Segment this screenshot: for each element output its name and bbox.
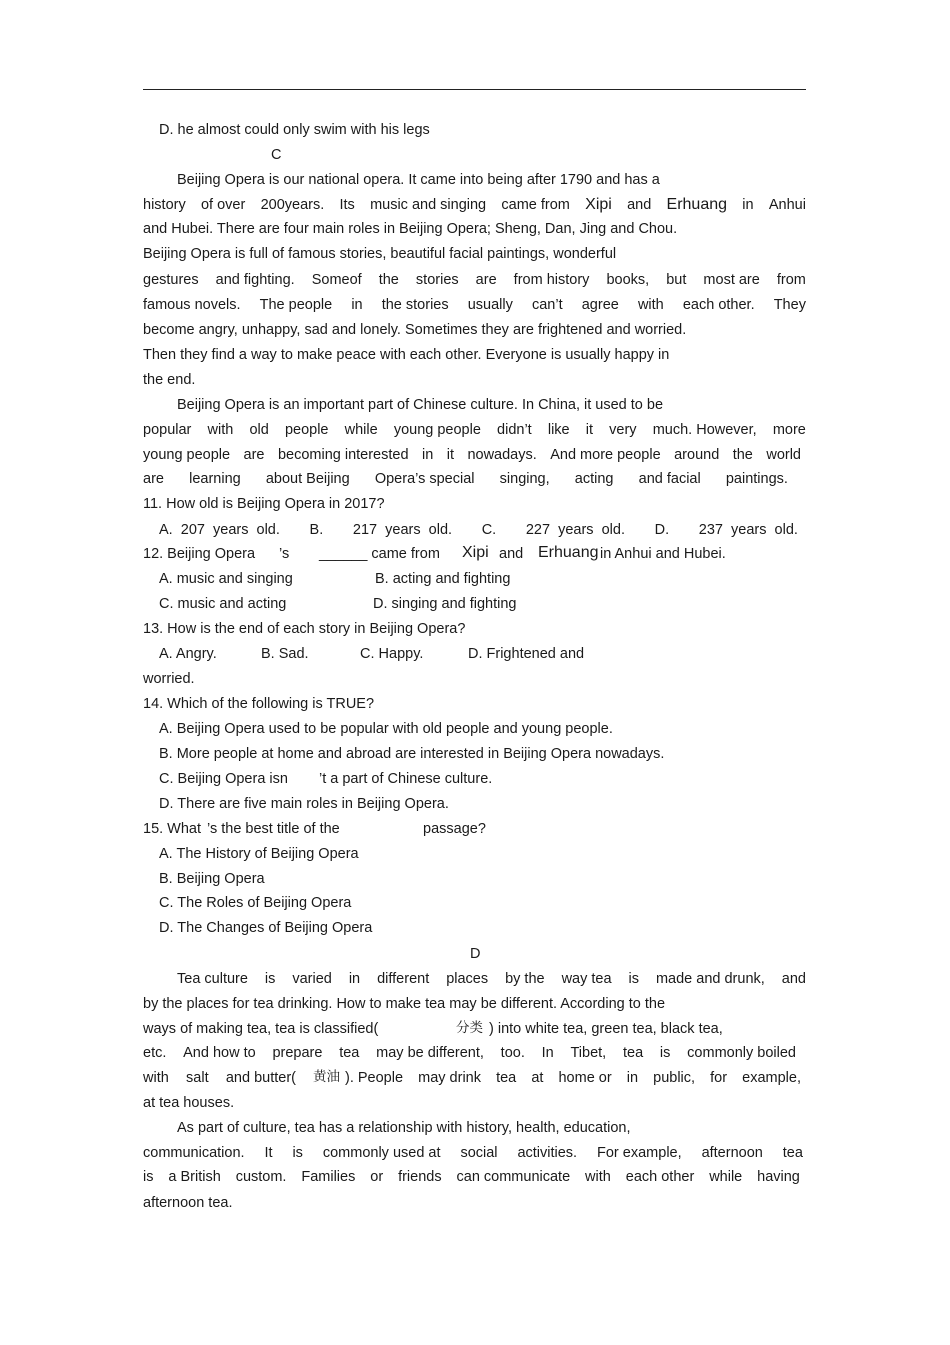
word: usually: [467, 297, 513, 313]
word: in: [421, 447, 434, 463]
word: came from: [501, 197, 570, 213]
word: it: [585, 422, 594, 438]
question-13-option-d: D. Frightened and: [468, 646, 585, 662]
word: and fighting.: [215, 272, 295, 288]
word: in: [351, 297, 363, 313]
c-p2-line2: [143, 271, 806, 289]
question-12-option-d: D. singing and fighting: [373, 596, 517, 612]
word: ). People: [345, 1070, 404, 1086]
question-12-part-d: in Anhui and Hubei.: [600, 546, 726, 562]
word: by the: [505, 971, 545, 987]
word-erhuang: Erhuang: [666, 196, 728, 213]
word: more: [772, 422, 806, 438]
word: 200years.: [260, 197, 325, 213]
word: while: [344, 422, 378, 438]
question-14-option-c-part2: ’t a part of Chinese culture.: [319, 771, 493, 787]
d-p1-line6: at tea houses.: [143, 1095, 235, 1111]
option: D.: [654, 522, 670, 538]
word: is: [292, 1145, 303, 1161]
word: singing,: [499, 471, 550, 487]
question-12-blank: ______ came from: [319, 546, 440, 562]
d-p1-line5-part2: [345, 1069, 801, 1087]
word: too.: [500, 1045, 525, 1061]
d-p1-line1: [177, 970, 806, 988]
question-12-part-b: ’s: [279, 546, 290, 562]
word: custom.: [235, 1169, 287, 1185]
word: at: [531, 1070, 544, 1086]
question-12-xipi: Xipi: [462, 544, 489, 561]
word: stories: [415, 272, 459, 288]
word: afternoon: [701, 1145, 763, 1161]
word: may be different,: [376, 1045, 484, 1061]
word: like: [547, 422, 570, 438]
c-p3-line3: [143, 446, 801, 464]
d-p1-line4: [143, 1044, 796, 1062]
word: And more people: [550, 447, 661, 463]
question-13-option-c: C. Happy.: [360, 646, 424, 662]
option: C.: [481, 522, 497, 538]
question-14-option-b: B. More people at home and abroad are interested in Beijing Opera nowadays.: [159, 746, 665, 762]
word: are: [243, 447, 265, 463]
word: may drink: [418, 1070, 481, 1086]
word: are: [475, 272, 497, 288]
word: Someof: [311, 272, 362, 288]
section-d-label: D: [470, 946, 481, 962]
option: B.: [309, 522, 324, 538]
word: nowadays.: [467, 447, 537, 463]
word: And how to: [183, 1045, 256, 1061]
word: home or: [558, 1070, 612, 1086]
word: is: [628, 971, 639, 987]
word: and butter(: [225, 1070, 296, 1086]
word: It: [264, 1145, 273, 1161]
word: prepare: [272, 1045, 323, 1061]
question-11-options: [159, 521, 798, 539]
question-12-and: and: [499, 546, 524, 562]
word: with: [143, 1070, 169, 1086]
word: paintings.: [725, 471, 788, 487]
c-p2-line1: Beijing Opera is full of famous stories, beautiful facial paintings, wonderful: [143, 246, 617, 262]
c-p2-line5: Then they find a way to make peace with each other. Everyone is usually happy in: [143, 347, 670, 363]
word: but: [666, 272, 687, 288]
word: Tibet,: [570, 1045, 607, 1061]
word: much. However,: [652, 422, 757, 438]
word: in: [626, 1070, 639, 1086]
question-11: 11. How old is Beijing Opera in 2017?: [143, 496, 385, 512]
word: public,: [653, 1070, 696, 1086]
word: from history: [513, 272, 590, 288]
question-13: 13. How is the end of each story in Beijing Opera?: [143, 621, 466, 637]
d-p2-line1: As part of culture, tea has a relationship with history, health, education,: [177, 1120, 631, 1136]
word: is: [659, 1045, 671, 1061]
section-c-label: C: [271, 147, 282, 163]
word: old: [249, 422, 269, 438]
word: Its: [339, 197, 355, 213]
word: about Beijing: [265, 471, 350, 487]
word: In: [541, 1045, 554, 1061]
word: can’t: [531, 297, 563, 313]
question-15-part1: 15. What: [143, 821, 202, 837]
word: in: [742, 197, 754, 213]
question-12-option-c: C. music and acting: [159, 596, 287, 612]
word: acting: [574, 471, 614, 487]
word: around: [674, 447, 720, 463]
word: friends: [398, 1169, 442, 1185]
word: having: [757, 1169, 800, 1185]
word: with: [585, 1169, 611, 1185]
word: communication.: [143, 1145, 245, 1161]
word: the: [732, 447, 753, 463]
word: tea: [339, 1045, 360, 1061]
c-p1-line2: [143, 196, 806, 214]
d-p1-line5-cjk: 黄油: [313, 1069, 340, 1085]
word: with: [207, 422, 234, 438]
question-13-option-a: A. Angry.: [159, 646, 217, 662]
word: young people: [143, 447, 231, 463]
word: history: [143, 197, 186, 213]
word: For example,: [597, 1145, 682, 1161]
d-p1-line3-cjk: 分类: [456, 1020, 483, 1036]
word: Families: [301, 1169, 356, 1185]
word: it: [446, 447, 454, 463]
word: example,: [742, 1070, 801, 1086]
word: and: [627, 197, 652, 213]
word: with: [637, 297, 664, 313]
word: commonly boiled: [687, 1045, 796, 1061]
c-p2-line3: [143, 296, 806, 314]
c-p2-line4: become angry, unhappy, sad and lonely. Sometimes they are frightened and worried.: [143, 322, 687, 338]
word: is: [264, 971, 276, 987]
word: activities.: [517, 1145, 578, 1161]
word: while: [709, 1169, 743, 1185]
word: made and drunk,: [655, 971, 765, 987]
word: way tea: [561, 971, 612, 987]
word: varied: [292, 971, 332, 987]
word: can communicate: [456, 1169, 571, 1185]
word: didn’t: [497, 422, 532, 438]
d-p1-line5-part1: [143, 1069, 296, 1087]
word: They: [773, 297, 806, 313]
word: and: [781, 971, 806, 987]
option: 217 years old.: [352, 522, 453, 538]
word: The people: [259, 297, 333, 313]
word: places: [446, 971, 489, 987]
word: learning: [189, 471, 241, 487]
question-13-option-d-cont: worried.: [143, 671, 195, 687]
word: tea: [782, 1145, 803, 1161]
word: a British: [168, 1169, 221, 1185]
word: the: [378, 272, 399, 288]
word: commonly used at: [322, 1145, 441, 1161]
word: gestures: [143, 272, 199, 288]
word: agree: [581, 297, 619, 313]
c-p3-line2: [143, 421, 806, 439]
d-p2-line4: afternoon tea.: [143, 1195, 233, 1211]
word: world: [766, 447, 801, 463]
word: from: [776, 272, 806, 288]
word: different: [377, 971, 430, 987]
word: famous novels.: [143, 297, 241, 313]
option: 227 years old.: [525, 522, 625, 538]
c-p3-line1: Beijing Opera is an important part of Chinese culture. In China, it used to be: [177, 397, 664, 413]
word-xipi: Xipi: [585, 196, 612, 213]
prev-option-d: D. he almost could only swim with his legs: [159, 122, 430, 138]
c-p1-line1: Beijing Opera is our national opera. It came into being after 1790 and has a: [177, 172, 660, 188]
word: each other.: [682, 297, 755, 313]
question-15-option-c: C. The Roles of Beijing Opera: [159, 895, 352, 911]
question-12-option-b: B. acting and fighting: [375, 571, 511, 587]
question-14: 14. Which of the following is TRUE?: [143, 696, 375, 712]
word: music and singing: [370, 197, 487, 213]
option: A. 207 years old.: [159, 522, 280, 538]
d-p1-line3-part2: ) into white tea, green tea, black tea,: [489, 1021, 723, 1037]
word: books,: [606, 272, 650, 288]
word: in: [348, 971, 361, 987]
word: and facial: [638, 471, 701, 487]
word: etc.: [143, 1045, 167, 1061]
word: of over: [200, 197, 246, 213]
question-12-option-a: A. music and singing: [159, 571, 293, 587]
word: social: [460, 1145, 498, 1161]
word: for: [710, 1070, 728, 1086]
word: tea: [496, 1070, 517, 1086]
word: tea: [622, 1045, 644, 1061]
word: Anhui: [768, 197, 806, 213]
header-rule: [143, 89, 806, 90]
c-p2-line6: the end.: [143, 372, 196, 388]
c-p3-line4: [143, 470, 788, 488]
word: most are: [703, 272, 760, 288]
question-13-option-b: B. Sad.: [261, 646, 309, 662]
question-15-part3: passage?: [423, 821, 486, 837]
question-15-part2: ’s the best title of the: [207, 821, 340, 837]
word: salt: [186, 1070, 209, 1086]
question-14-option-d: D. There are five main roles in Beijing Opera.: [159, 796, 449, 812]
question-14-option-c-part1: C. Beijing Opera isn: [159, 771, 288, 787]
option: 237 years old.: [698, 522, 798, 538]
word: each other: [625, 1169, 695, 1185]
word: popular: [143, 422, 192, 438]
question-12-erhuang: Erhuang: [538, 544, 599, 561]
question-12-part-a: 12. Beijing Opera: [143, 546, 256, 562]
d-p2-line3: [143, 1168, 800, 1186]
word: the stories: [381, 297, 449, 313]
word: is: [143, 1169, 154, 1185]
c-p1-line3: and Hubei. There are four main roles in Beijing Opera; Sheng, Dan, Jing and Chou.: [143, 221, 678, 237]
question-15-option-a: A. The History of Beijing Opera: [159, 846, 359, 862]
word: are: [143, 471, 164, 487]
word: becoming interested: [277, 447, 409, 463]
word: Tea culture: [177, 971, 248, 987]
question-15-option-d: D. The Changes of Beijing Opera: [159, 920, 373, 936]
question-14-option-a: A. Beijing Opera used to be popular with old people and young people.: [159, 721, 613, 737]
word: Opera’s special: [374, 471, 475, 487]
d-p1-line3-part1: ways of making tea, tea is classified(: [143, 1021, 379, 1037]
word: very: [609, 422, 637, 438]
word: people: [284, 422, 329, 438]
word: or: [370, 1169, 384, 1185]
word: young people: [393, 422, 481, 438]
d-p1-line2: by the places for tea drinking. How to make tea may be different. According to the: [143, 996, 666, 1012]
d-p2-line2: [143, 1144, 803, 1162]
question-15-option-b: B. Beijing Opera: [159, 871, 265, 887]
